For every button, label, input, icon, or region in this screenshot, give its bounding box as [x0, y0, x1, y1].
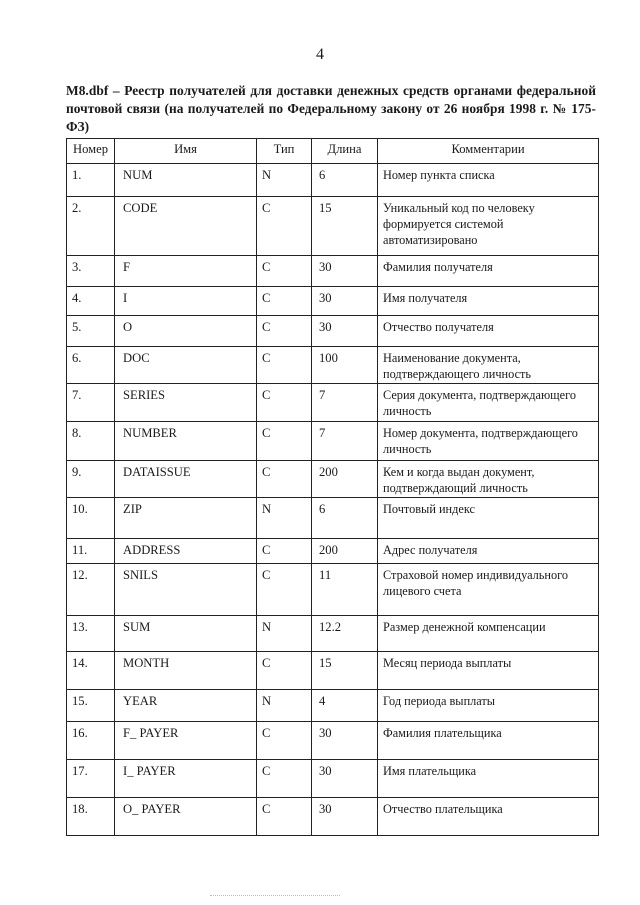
table-row — [67, 564, 599, 616]
cell-name: F_ PAYER — [115, 722, 257, 760]
cell-type: C — [257, 256, 312, 287]
cell-name: CODE — [115, 197, 257, 256]
table-row — [67, 347, 599, 384]
cell-name: YEAR — [115, 690, 257, 722]
cell-comment: Уникальный код по человеку формируется системой автоматизировано — [378, 197, 599, 256]
cell-length: 4 — [312, 690, 378, 722]
cell-comment: Номер пункта списка — [378, 164, 599, 197]
cell-num: 15. — [67, 690, 115, 722]
cell-length: 11 — [312, 564, 378, 616]
cell-length: 30 — [312, 722, 378, 760]
cell-name: O_ PAYER — [115, 798, 257, 836]
cell-num: 13. — [67, 616, 115, 652]
cell-name: O — [115, 316, 257, 347]
table-row — [67, 798, 599, 836]
cell-type: C — [257, 347, 312, 384]
cell-comment: Адрес получателя — [378, 539, 599, 564]
cell-comment: Почтовый индекс — [378, 498, 599, 539]
table-row — [67, 164, 599, 197]
cell-type: N — [257, 616, 312, 652]
cell-type: C — [257, 316, 312, 347]
cell-length: 30 — [312, 760, 378, 798]
registry-fields-table — [66, 138, 599, 836]
cell-name: MONTH — [115, 652, 257, 690]
table-row — [67, 384, 599, 422]
cell-num: 9. — [67, 461, 115, 498]
cell-length: 100 — [312, 347, 378, 384]
cell-length: 30 — [312, 287, 378, 316]
cell-type: C — [257, 539, 312, 564]
table-row — [67, 539, 599, 564]
cell-num: 6. — [67, 347, 115, 384]
table-row — [67, 461, 599, 498]
cell-name: I — [115, 287, 257, 316]
table-row — [67, 422, 599, 461]
cell-type: C — [257, 564, 312, 616]
cell-type: C — [257, 287, 312, 316]
cell-length: 200 — [312, 461, 378, 498]
cell-comment: Отчество получателя — [378, 316, 599, 347]
cell-type: C — [257, 652, 312, 690]
table-header-row — [67, 139, 599, 164]
cell-comment: Имя получателя — [378, 287, 599, 316]
cell-length: 15 — [312, 652, 378, 690]
cell-type: N — [257, 690, 312, 722]
cell-comment: Имя плательщика — [378, 760, 599, 798]
cell-num: 2. — [67, 197, 115, 256]
cell-num: 16. — [67, 722, 115, 760]
cell-num: 4. — [67, 287, 115, 316]
table-row — [67, 760, 599, 798]
cell-type: N — [257, 164, 312, 197]
cell-comment: Страховой номер индивидуального лицевого счета — [378, 564, 599, 616]
cell-comment: Фамилия плательщика — [378, 722, 599, 760]
cell-length: 15 — [312, 197, 378, 256]
cell-length: 12.2 — [312, 616, 378, 652]
cell-num: 18. — [67, 798, 115, 836]
table-row — [67, 690, 599, 722]
cell-comment: Размер денежной компенсации — [378, 616, 599, 652]
header-type: Тип — [257, 139, 312, 164]
cell-num: 14. — [67, 652, 115, 690]
cell-type: C — [257, 722, 312, 760]
cell-comment: Номер документа, подтверждающего личность — [378, 422, 599, 461]
cell-comment: Кем и когда выдан документ, подтверждающий личность — [378, 461, 599, 498]
page-number: 4 — [316, 46, 324, 63]
cell-name: DOC — [115, 347, 257, 384]
cell-type: C — [257, 798, 312, 836]
table-row — [67, 652, 599, 690]
cell-name: ADDRESS — [115, 539, 257, 564]
cell-length: 30 — [312, 256, 378, 287]
cell-type: N — [257, 498, 312, 539]
header-length: Длина — [312, 139, 378, 164]
cell-num: 10. — [67, 498, 115, 539]
cell-num: 8. — [67, 422, 115, 461]
cell-name: SNILS — [115, 564, 257, 616]
cell-name: F — [115, 256, 257, 287]
cell-name: NUM — [115, 164, 257, 197]
cell-length: 6 — [312, 498, 378, 539]
cell-comment: Фамилия получателя — [378, 256, 599, 287]
table-row — [67, 722, 599, 760]
cell-comment: Месяц периода выплаты — [378, 652, 599, 690]
table-row — [67, 316, 599, 347]
cell-name: ZIP — [115, 498, 257, 539]
table-row — [67, 498, 599, 539]
cell-comment: Серия документа, подтверждающего личность — [378, 384, 599, 422]
cell-num: 3. — [67, 256, 115, 287]
cell-name: DATAISSUE — [115, 461, 257, 498]
cell-num: 12. — [67, 564, 115, 616]
cell-length: 30 — [312, 798, 378, 836]
header-name: Имя — [115, 139, 257, 164]
cell-length: 7 — [312, 384, 378, 422]
cell-num: 17. — [67, 760, 115, 798]
cell-num: 5. — [67, 316, 115, 347]
cell-type: C — [257, 422, 312, 461]
document-title: M8.dbf – Реестр получателей для доставки денежных средств органами федеральной почтовой связи (на получателей по Федеральному закону от 26 ноября 1998 г. № 175-ФЗ) — [66, 83, 596, 134]
cell-type: C — [257, 760, 312, 798]
table-row — [67, 287, 599, 316]
table-row — [67, 256, 599, 287]
cell-length: 6 — [312, 164, 378, 197]
cell-type: C — [257, 384, 312, 422]
cell-comment: Год периода выплаты — [378, 690, 599, 722]
cell-name: SERIES — [115, 384, 257, 422]
cell-comment: Отчество плательщика — [378, 798, 599, 836]
cell-type: C — [257, 197, 312, 256]
cell-length: 7 — [312, 422, 378, 461]
cell-type: C — [257, 461, 312, 498]
cell-comment: Наименование документа, подтверждающего личность — [378, 347, 599, 384]
cell-num: 1. — [67, 164, 115, 197]
cell-num: 7. — [67, 384, 115, 422]
cell-name: SUM — [115, 616, 257, 652]
table-row — [67, 616, 599, 652]
cell-name: I_ PAYER — [115, 760, 257, 798]
scan-artifact-line — [210, 895, 340, 898]
cell-name: NUMBER — [115, 422, 257, 461]
header-num: Номер — [67, 139, 115, 164]
header-comment: Комментарии — [378, 139, 599, 164]
cell-length: 30 — [312, 316, 378, 347]
table-row — [67, 197, 599, 256]
cell-num: 11. — [67, 539, 115, 564]
cell-length: 200 — [312, 539, 378, 564]
